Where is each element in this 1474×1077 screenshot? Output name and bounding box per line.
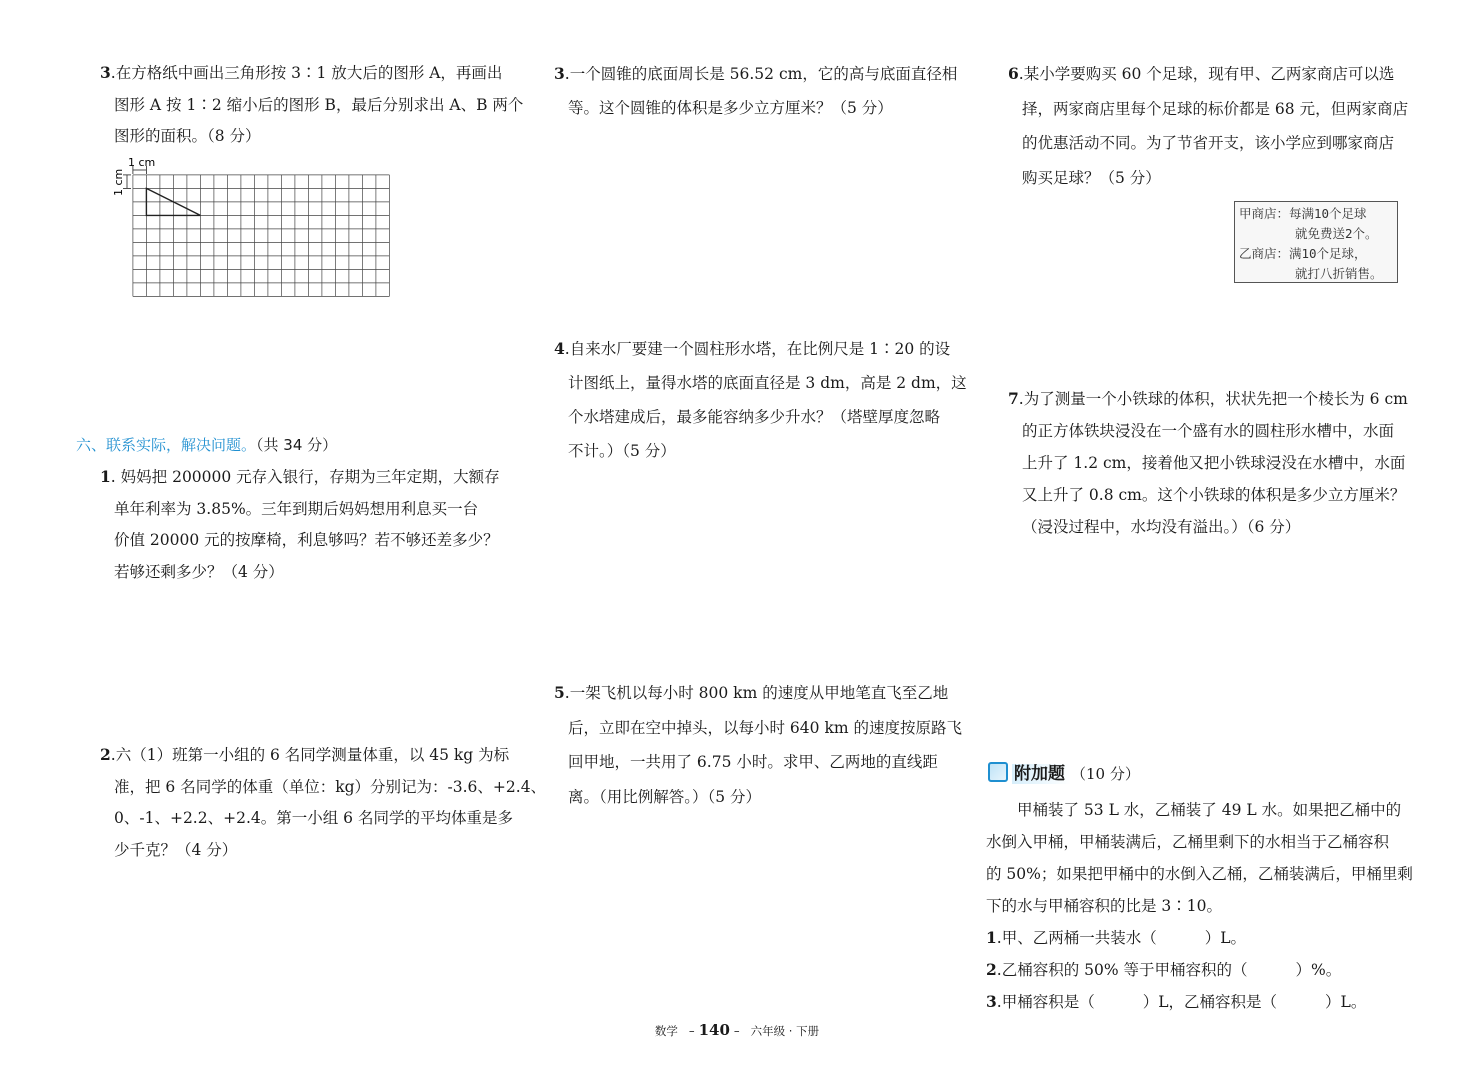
- unit-h-label: 1 cm: [128, 156, 156, 169]
- shop-b-line1: 乙商店：满10个足球，: [1239, 246, 1367, 261]
- bonus-sub-2: 2.乙桶容积的 50% 等于甲桶容积的（ ）%。: [986, 960, 1342, 979]
- grid-paper-figure: [108, 152, 398, 306]
- bonus-sub-3: 3.甲桶容积是（ ）L，乙桶容积是（ ）L。: [986, 992, 1367, 1011]
- footer-subject: 数学: [654, 1024, 678, 1038]
- question-mid-4: [554, 332, 967, 468]
- question-left-2: [100, 739, 546, 866]
- question-left-1: [100, 461, 500, 588]
- question-left-3: [100, 57, 523, 153]
- question-text: 5.一架飞机以每小时 800 km 的速度从甲地笔直飞至乙地 后，立即在空中掉头，以每小时 640 km 的速度按原路飞 回甲地，一共用了 6.75 小时。求甲、乙两地的直线距 离。（用比例解答。）（5 分）: [554, 683, 962, 806]
- footer-grade: 六年级 · 下册: [750, 1024, 820, 1038]
- bonus-text: 甲桶装了 53 L 水，乙桶装了 49 L 水。如果把乙桶中的 水倒入甲桶，甲桶装满后，乙桶里剩下的水相当于乙桶容积 的 50%；如果把甲桶中的水倒入乙桶，乙桶装满后，甲桶里剩 下的水与甲桶容积的比是 3∶10。 1.甲、乙两桶一共装水（ ）L。 2.乙桶容积的 50% 等于甲桶容积的（ ）%。 3.甲桶容积是（ ）L，乙桶容积是（ ）L。: [986, 794, 1413, 1018]
- bonus-question: [986, 794, 1413, 1018]
- question-text: 4.自来水厂要建一个圆柱形水塔，在比例尺是 1∶20 的设 计图纸上，量得水塔的底面直径是 3 dm，高是 2 dm，这 个水塔建成后，最多能容纳多少升水？（塔壁厚度忽略 不计。）（5 分）: [554, 339, 967, 460]
- question-number: 2: [100, 745, 111, 764]
- question-number: 7: [1008, 389, 1019, 408]
- grid-svg: [108, 152, 398, 302]
- question-number: 1: [100, 467, 111, 486]
- bonus-sub-1: 1.甲、乙两桶一共装水（ ）L。: [986, 928, 1247, 947]
- question-number: 6: [1008, 64, 1019, 83]
- section-title: 六、联系实际，解决问题。: [76, 436, 257, 454]
- question-mid-5: [554, 676, 962, 814]
- unit-v-label: 1 cm: [112, 168, 125, 196]
- bonus-title: 附加题: [1012, 764, 1071, 784]
- question-text: 3.一个圆锥的底面周长是 56.52 cm，它的高与底面直径相 等。这个圆锥的体积是多少立方厘米？（5 分）: [554, 64, 958, 117]
- question-text: 3.在方格纸中画出三角形按 3∶1 放大后的图形 A，再画出 图形 A 按 1∶2 缩小后的图形 B，最后分别求出 A、B 两个 图形的面积。（8 分）: [100, 63, 524, 145]
- bonus-tag-icon: [988, 762, 1008, 782]
- question-text: 7.为了测量一个小铁球的体积，状状先把一个棱长为 6 cm 的正方体铁块浸没在一个盛有水的圆柱形水槽中，水面 上升了 1.2 cm，接着他又把小铁球浸没在水槽中，水面 又上升了 0.8 cm。这个小铁球的体积是多少立方厘米？ （浸没过程中，水均没有溢出。）（6 分）: [1008, 389, 1408, 536]
- grid-lines: [133, 175, 390, 297]
- page-number: 140: [698, 1021, 730, 1039]
- question-mid-3: [554, 57, 957, 125]
- bonus-points: （10 分）: [1071, 765, 1140, 783]
- shop-a-line2: 就免费送2个。: [1295, 226, 1378, 241]
- shop-b-line2: 就打八折销售。: [1295, 266, 1383, 281]
- section-heading: [76, 434, 337, 455]
- question-number: 3: [100, 63, 111, 82]
- bonus-heading: [988, 759, 1140, 784]
- question-right-7: [1008, 383, 1408, 543]
- section-points: （共 34 分）: [256, 436, 338, 454]
- question-text: 6.某小学要购买 60 个足球，现有甲、乙两家商店可以选 择，两家商店里每个足球的标价都是 68 元，但两家商店 的优惠活动不同。为了节省开支，该小学应到哪家商店 购买足球？（5 分）: [1008, 64, 1409, 187]
- question-text: 2.六（1）班第一小组的 6 名同学测量体重，以 45 kg 为标 准，把 6 名同学的体重（单位：kg）分别记为：-3.6、+2.4、 0、-1、+2.2、+2.4。第一小组 6 名同学的平均体重是多 少千克？（4 分）: [100, 745, 547, 859]
- page-footer: 数学 – 140 – 六年级 · 下册: [654, 1021, 820, 1039]
- question-number: 5: [554, 683, 565, 702]
- question-number: 4: [554, 339, 565, 358]
- question-number: 3: [554, 64, 565, 83]
- shop-promotion-box: [1234, 201, 1398, 283]
- question-text: 1. 妈妈把 200000 元存入银行，存期为三年定期，大额存 单年利率为 3.85%。三年到期后妈妈想用利息买一台 价值 20000 元的按摩椅，利息够吗？若不够还差多少？ 若够还剩多少？（4 分）: [100, 467, 500, 581]
- shop-a-line1: 甲商店：每满10个足球: [1239, 206, 1367, 221]
- question-right-6: [1008, 57, 1408, 195]
